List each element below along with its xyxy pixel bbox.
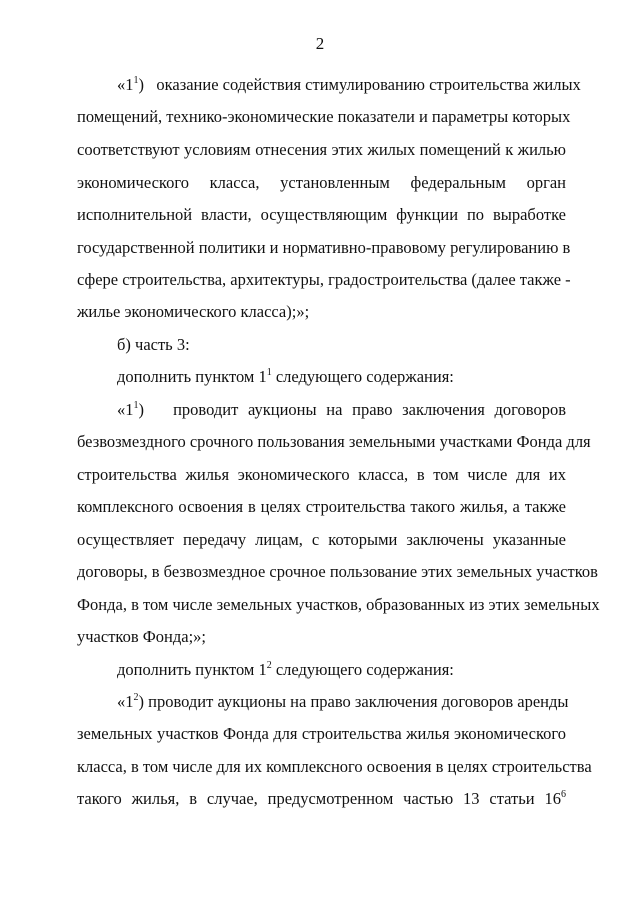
page-number: 2 [315,34,325,53]
add2-pre: дополнить пунктом 1 [117,660,267,679]
p1-line: исполнительной власти, осуществляющим функции по выработке [77,205,566,224]
p3-line: земельных участков Фонда для строительства жилья экономического [77,724,566,743]
p2-first-line [117,400,566,420]
add1-post: следующего содержания: [271,367,454,386]
p1-after-sup: ) [138,75,144,94]
p3-sup: 2 [133,692,139,703]
p1-line: помещений, технико-экономические показатели и параметры которых [77,107,571,126]
p1-first-line [117,75,581,95]
p3-first-line [117,692,569,712]
p1-open [117,75,144,94]
p3-last-line [77,789,566,809]
p2-line: безвозмездного срочного пользования земельными участками Фонда для [77,432,591,451]
add2-sup: 2 [266,660,272,671]
add2-post: следующего содержания: [271,660,454,679]
add1-pre: дополнить пунктом 1 [117,367,267,386]
p2-line: осуществляет передачу лицам, с которыми заключены указанные [77,530,566,549]
p1-text: оказание содействия стимулированию строительства жилых [156,75,581,94]
add1-sup: 1 [266,367,272,378]
p2-line: строительства жилья экономического класса, в том числе для их [77,465,566,484]
p1-line: сфере строительства, архитектуры, градостроительства (далее также - [77,270,571,289]
p1-line: государственной политики и нормативно-правовому регулированию в [77,238,571,257]
p1-line: соответствуют условиям отнесения этих жилых помещений к жилью [77,140,566,159]
p2-line: договоры, в безвозмездное срочное пользование этих земельных участков [77,562,598,581]
p1-sup: 1 [133,75,139,86]
p2-line: Фонда, в том числе земельных участков, образованных из этих земельных [77,595,600,614]
p3-line: класса, в том числе для их комплексного освоения в целях строительства [77,757,592,776]
p2-text: проводит аукционы на право заключения договоров [173,400,566,419]
add-clause-2 [117,660,566,680]
p3-after-sup: ) [138,692,144,711]
p3-open-text: «1 [117,692,134,711]
p2-open-text: «1 [117,400,134,419]
part-b-heading: б) часть 3: [117,335,190,354]
p1-line: экономического класса, установленным федеральным орган [77,173,566,192]
p3-last-text: такого жилья, в случае, предусмотренном частью 13 статьи 16 [77,789,561,808]
p3-last-sup: 6 [561,789,566,800]
p3-text: проводит аукционы на право заключения договоров аренды [144,692,569,711]
p2-open [117,400,144,419]
p2-after-sup: ) [138,400,144,419]
p2-sup: 1 [133,400,139,411]
p1-open-text: «1 [117,75,134,94]
add-clause-1 [117,367,566,387]
p1-line: жилье экономического класса);»; [77,302,310,321]
p2-line: участков Фонда;»; [77,627,207,646]
p2-line: комплексного освоения в целях строительства такого жилья, а также [77,497,566,516]
